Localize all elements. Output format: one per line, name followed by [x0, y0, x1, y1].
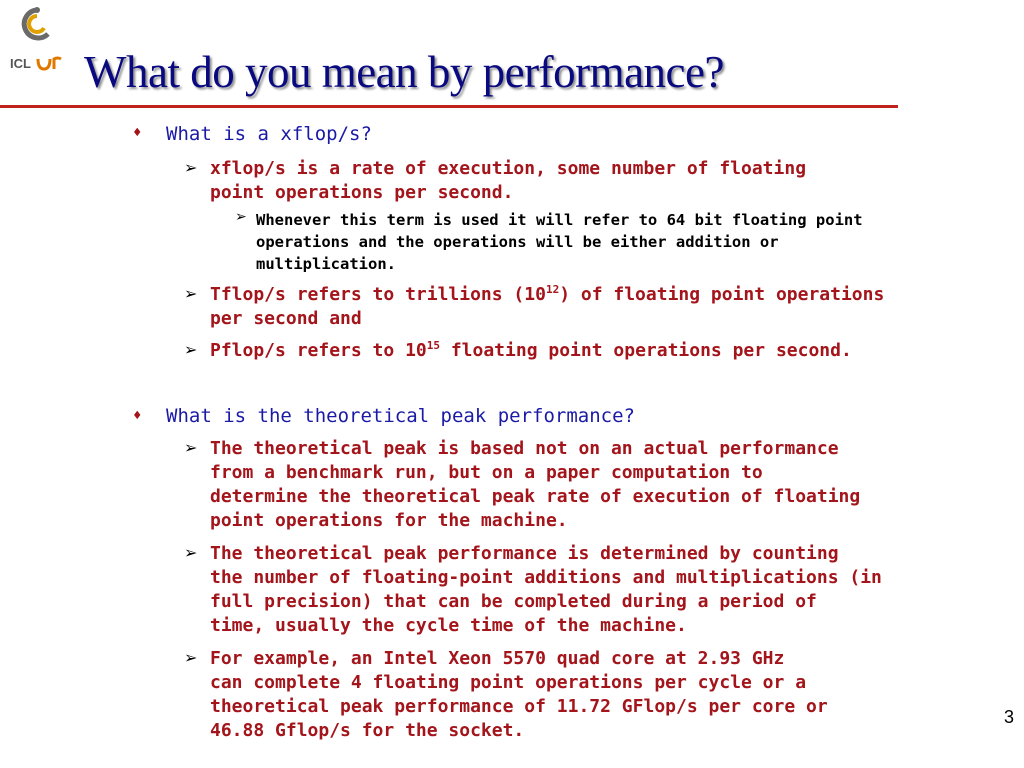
section2-heading-text: What is the theoretical peak performance? — [166, 405, 635, 427]
section2-item2-line: full precision) that can be completed during a period of — [210, 591, 817, 612]
arrow-bullet-icon: ➢ — [184, 648, 198, 667]
arrow-bullet-icon: ➢ — [184, 284, 198, 303]
section2-item2-line: The theoretical peak performance is determined by counting — [210, 543, 839, 564]
item3-suffix: floating point operations per second. — [440, 340, 852, 361]
section1-subitem — [256, 209, 863, 275]
section1-item3-line — [210, 339, 852, 363]
logo-text: ICL — [10, 56, 31, 71]
section1-subitem-line: multiplication. — [256, 255, 396, 273]
section2-item3-line: can complete 4 floating point operations per cycle or a — [210, 672, 807, 693]
section1-item3 — [210, 339, 852, 363]
item3-exponent: 15 — [426, 339, 440, 352]
section2-item3 — [210, 647, 828, 743]
item3-prefix: Pflop/s refers to 10 — [210, 340, 427, 361]
section2-item1 — [210, 437, 860, 533]
section2-item2-line: the number of floating-point additions and multiplications (in — [210, 567, 882, 588]
arrow-bullet-icon: ➢ — [184, 543, 198, 562]
item2-suffix: ) of floating point operations — [559, 284, 885, 305]
diamond-bullet-icon: ♦ — [133, 125, 142, 141]
page-number: 3 — [1003, 707, 1014, 727]
section2-item3-line: For example, an Intel Xeon 5570 quad core at 2.93 GHz — [210, 648, 785, 669]
section2-item3-line: 46.88 Gflop/s for the socket. — [210, 720, 525, 741]
arrow-bullet-icon: ➢ — [184, 158, 198, 177]
arrow-bullet-icon: ➢ — [184, 438, 198, 457]
section1-subitem-line: operations and the operations will be either addition or — [256, 233, 779, 251]
arrow-bullet-icon: ➢ — [184, 340, 198, 359]
section1-heading-text: What is a xflop/s? — [166, 123, 372, 145]
section2-item1-line: from a benchmark run, but on a paper computation to — [210, 462, 763, 483]
diamond-bullet-icon: ♦ — [133, 408, 142, 424]
section1-item2-line: per second and — [210, 308, 362, 329]
slide-title: What do you mean by performance? — [84, 47, 724, 97]
section1-item2-line — [210, 283, 884, 307]
section2-item3-line: theoretical peak performance of 11.72 GFlop/s per core or — [210, 696, 828, 717]
arrow-bullet-icon: ➢ — [235, 209, 247, 225]
item2-prefix: Tflop/s refers to trillions (10 — [210, 284, 546, 305]
section1-item1-line: xflop/s is a rate of execution, some number of floating — [210, 158, 807, 179]
section1-item1 — [210, 157, 806, 205]
section2-item1-line: point operations for the machine. — [210, 510, 568, 531]
section1-subitem-line: Whenever this term is used it will refer to 64 bit floating point — [256, 211, 863, 229]
item2-exponent: 12 — [545, 283, 560, 296]
section2-item2 — [210, 542, 882, 638]
section2-item1-line: The theoretical peak is based not on an actual performance — [210, 438, 839, 459]
section1-item1-line: point operations per second. — [210, 182, 514, 203]
section2-item2-line: time, usually the cycle time of the machine. — [210, 615, 687, 636]
section2-item1-line: determine the theoretical peak rate of execution of floating — [210, 486, 861, 507]
section1-item2 — [210, 283, 884, 331]
